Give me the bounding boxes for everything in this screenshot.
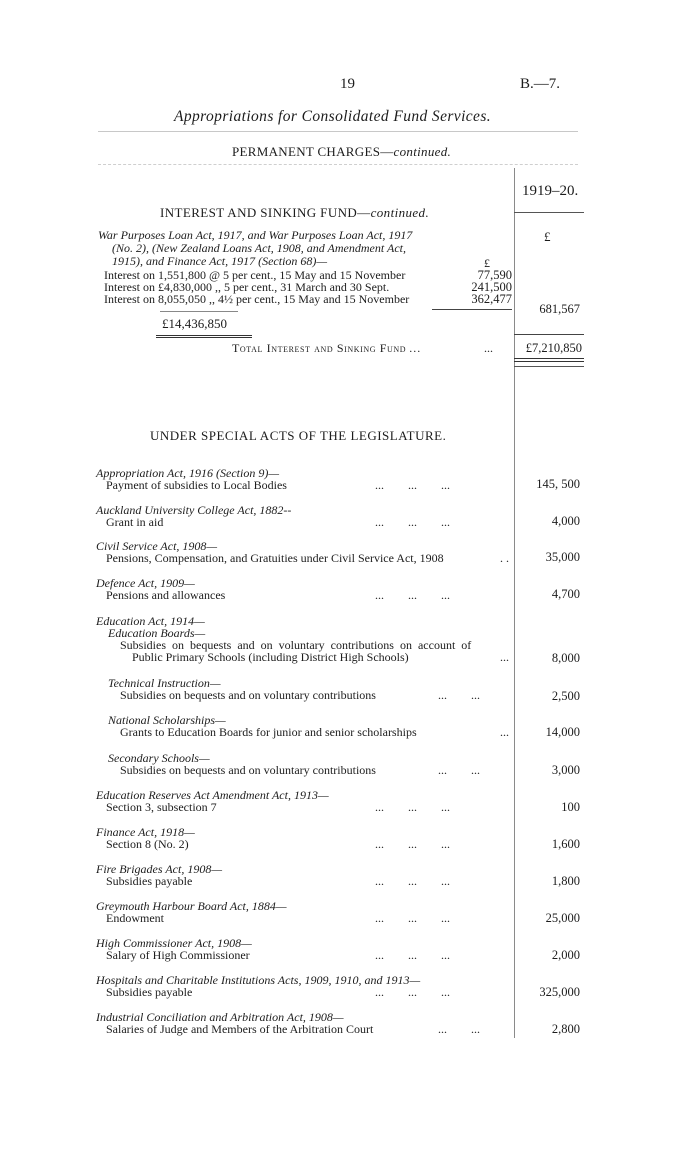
loan-act-line-3: 1915), and Finance Act, 1917 (Section 68)—: [112, 254, 328, 268]
sub-heading: Technical Instruction—: [108, 676, 221, 690]
item-amount: 325,000: [539, 985, 580, 999]
item-amount: 35,000: [545, 550, 580, 564]
item-description: Salary of High Commissioner: [106, 948, 250, 962]
item-description: Section 3, subsection 7: [106, 800, 217, 814]
total-interest-amount: £7,210,850: [525, 341, 582, 355]
leader-dots: ... ... ...: [375, 800, 450, 814]
sub-heading: Education Boards—: [108, 626, 206, 640]
interest-line: Interest on 8,055,050 ,, 4½ per cent., 15 May and 15 November: [104, 292, 410, 306]
leader-dots: ...: [500, 650, 509, 664]
interest-sum-rule: [432, 309, 512, 310]
interest-heading: [160, 205, 429, 221]
total-double-rule: [514, 358, 584, 362]
item-description: Public Primary Schools (including District High Schools): [132, 650, 409, 664]
item-amount: 8,000: [551, 651, 580, 665]
act-title: Education Reserves Act Amendment Act, 1913—: [96, 788, 329, 802]
leader-dots: ... ... ...: [375, 948, 450, 962]
interest-line: Interest on £4,830,000 ,, 5 per cent., 31 March and 30 Sept.: [104, 280, 390, 294]
act-title: Hospitals and Charitable Institutions Acts, 1909, 1910, and 1913—: [96, 973, 421, 987]
item-amount: 100: [561, 800, 580, 814]
act-title: Education Act, 1914—: [96, 614, 205, 628]
item-description: Subsidies on bequests and on voluntary contributions: [120, 763, 376, 777]
item-description: Section 8 (No. 2): [106, 837, 189, 851]
item-amount: 2,000: [551, 948, 580, 962]
act-title: Greymouth Harbour Board Act, 1884—: [96, 899, 287, 913]
item-amount: 3,000: [551, 763, 580, 777]
leader-dots: ... ... ...: [375, 588, 450, 602]
year-column-divider: [514, 168, 515, 1038]
item-description: Subsidies on bequests and on voluntary contributions on account of: [120, 638, 472, 652]
year-currency-symbol: £: [544, 229, 551, 244]
item-amount: 4,000: [551, 514, 580, 528]
act-title: High Commissioner Act, 1908—: [96, 936, 252, 950]
interest-amount: 241,500: [471, 280, 512, 294]
leader-dots: ... ... ...: [375, 985, 450, 999]
act-title: Auckland University College Act, 1882--: [96, 503, 292, 517]
total-dots-right: ...: [484, 341, 493, 355]
interest-amount: 77,590: [477, 268, 512, 282]
leader-dots: ... ...: [438, 763, 480, 777]
loan-act-line-2: (No. 2), (New Zealand Loans Act, 1908, and Amendment Act,: [112, 241, 406, 255]
year-header-rule: [514, 212, 584, 213]
subtotal-rule: [514, 334, 584, 335]
leader-dots: ... ... ...: [375, 874, 450, 888]
item-description: Payment of subsidies to Local Bodies: [106, 478, 287, 492]
leader-dots: ... ... ...: [375, 515, 450, 529]
item-description: Endowment: [106, 911, 164, 925]
item-amount: 1,800: [551, 874, 580, 888]
act-title: Civil Service Act, 1908—: [96, 539, 218, 553]
loan-act-line-1: War Purposes Loan Act, 1917, and War Purposes Loan Act, 1917: [98, 228, 413, 242]
leader-dots: ... ...: [438, 1022, 480, 1036]
item-amount: 14,000: [545, 725, 580, 739]
interest-line: Interest on 1,551,800 @ 5 per cent., 15 May and 15 November: [104, 268, 406, 282]
total-label-text: Total Interest and Sinking Fund: [232, 341, 407, 355]
item-amount: 1,600: [551, 837, 580, 851]
subtitle-continued: continued.: [393, 144, 452, 159]
item-description: Subsidies payable: [106, 985, 193, 999]
interest-heading-continued: continued.: [370, 205, 430, 220]
total-double-rule-2: [514, 366, 584, 367]
leader-dots: ... ... ...: [375, 911, 450, 925]
page-title: Appropriations for Consolidated Fund Services.: [174, 108, 492, 125]
interest-amount: 362,477: [471, 292, 512, 306]
act-title: Appropriation Act, 1916 (Section 9)—: [96, 466, 279, 480]
principal-total: £14,436,850: [162, 316, 227, 331]
principal-rule-top: [160, 311, 238, 312]
inner-currency-symbol: £: [484, 256, 490, 270]
item-amount: 2,800: [551, 1022, 580, 1036]
total-interest-label: [232, 341, 421, 356]
item-description: Subsidies payable: [106, 874, 193, 888]
interest-subtotal: 681,567: [539, 302, 580, 316]
section-subtitle: [232, 144, 451, 160]
sub-heading: Secondary Schools—: [108, 751, 210, 765]
item-amount: 25,000: [545, 911, 580, 925]
item-description: Subsidies on bequests and on voluntary contributions: [120, 688, 376, 702]
leader-dots: . .: [500, 551, 509, 565]
year-column-header: 1919–20.: [522, 183, 579, 199]
item-description: Grants to Education Boards for junior and senior scholarships: [120, 725, 417, 739]
leader-dots: ... ... ...: [375, 478, 450, 492]
document-reference: B.—7.: [520, 76, 561, 92]
sub-heading: National Scholarships—: [108, 713, 226, 727]
interest-heading-main: INTEREST AND SINKING FUND—: [160, 205, 371, 220]
act-title: Fire Brigades Act, 1908—: [96, 862, 222, 876]
page-number: 19: [340, 76, 355, 92]
principal-double-rule: [156, 335, 252, 338]
item-amount: 145, 500: [536, 477, 580, 491]
item-description: Grant in aid: [106, 515, 164, 529]
item-description: Pensions, Compensation, and Gratuities under Civil Service Act, 1908: [106, 551, 444, 565]
leader-dots: ... ... ...: [375, 837, 450, 851]
special-acts-heading: UNDER SPECIAL ACTS OF THE LEGISLATURE.: [150, 428, 447, 443]
item-description: Pensions and allowances: [106, 588, 226, 602]
leader-dots: ...: [500, 725, 509, 739]
subtitle-rule: [98, 164, 578, 165]
act-title: Finance Act, 1918—: [96, 825, 195, 839]
item-description: Salaries of Judge and Members of the Arbitration Court: [106, 1022, 374, 1036]
leader-dots: ... ...: [438, 688, 480, 702]
subtitle-main: PERMANENT CHARGES—: [232, 144, 394, 159]
act-title: Industrial Conciliation and Arbitration Act, 1908—: [96, 1010, 344, 1024]
item-amount: 4,700: [551, 587, 580, 601]
act-title: Defence Act, 1909—: [96, 576, 195, 590]
item-amount: 2,500: [551, 689, 580, 703]
total-label-dots: ...: [409, 341, 422, 355]
title-rule: [98, 131, 578, 132]
